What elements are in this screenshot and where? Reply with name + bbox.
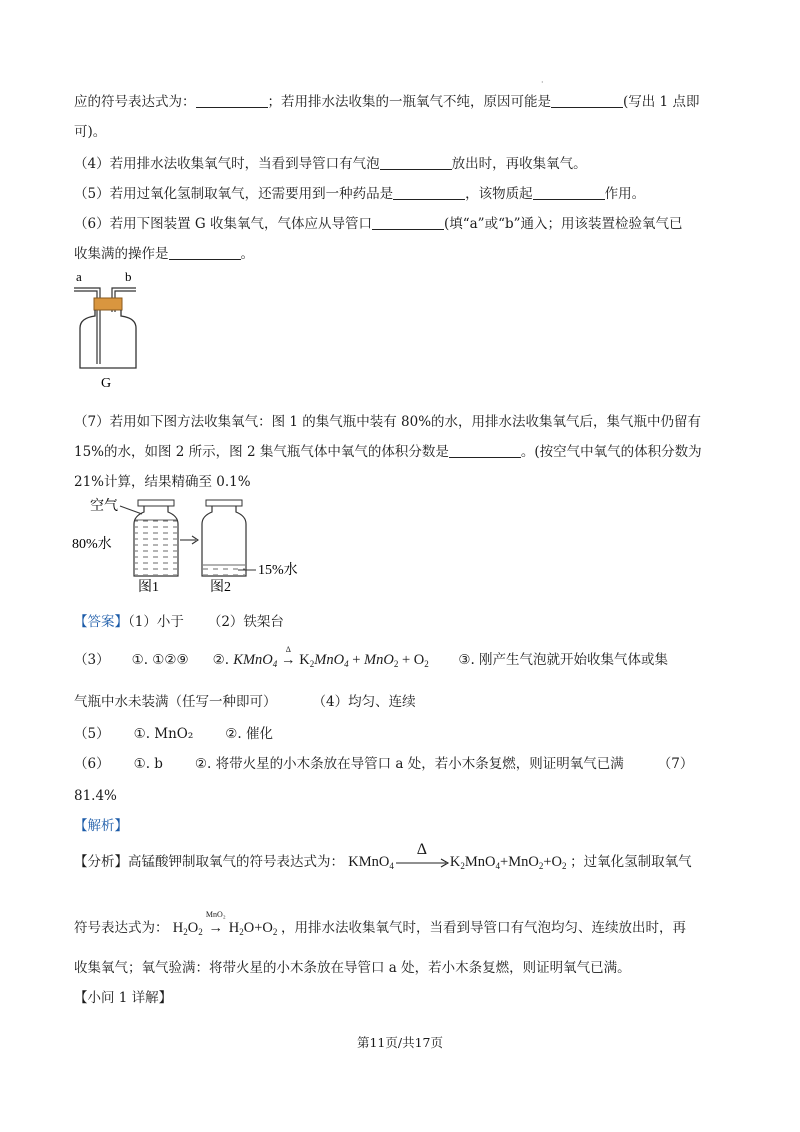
analysis-text-2b: ，用排水法收集氧气时，当看到导管口有气泡均匀、连续放出时，再 <box>281 920 687 936</box>
q3-text-c: (写出 1 点即 <box>623 94 700 110</box>
catalyst-arrow: MnO₂ → <box>205 910 226 936</box>
q6-text-l2: 收集满的操作是 <box>74 246 169 262</box>
figure-1-2-bottles <box>72 494 312 594</box>
analysis-tag-line <box>74 816 730 836</box>
top-dot: · <box>541 78 544 87</box>
q5-text-b: ，该物质起 <box>465 186 533 202</box>
tube-a-label: a <box>76 269 82 284</box>
answer-6-part-2: ②. 将带火星的小木条放在导管口 a 处，若小木条复燃，则证明氧气已满 <box>194 756 624 772</box>
tube-b-label: b <box>125 269 132 284</box>
q6-text-a: （6）若用下图装置 G 收集氧气，气体应从导管口 <box>74 216 372 232</box>
q6-text-end: 。 <box>240 246 254 262</box>
answer-3-part-1: ①. ①②⑨ <box>131 652 189 668</box>
q6-text-b: (填“a”或“b”通入；用该装置检验氧气已 <box>443 216 683 232</box>
answer-5-part-2: ②. 催化 <box>225 726 273 742</box>
answer-6-part-1: ①. b <box>133 756 163 772</box>
q6-blank-2[interactable] <box>169 245 241 260</box>
q4-blank[interactable] <box>380 155 452 170</box>
water-15-label: 15%水 <box>258 563 298 578</box>
answer-3-part-3b: 气瓶中水未装满（任写一种即可） <box>74 694 277 710</box>
answer-5-num: （5） <box>74 726 110 742</box>
question-5 <box>74 184 730 204</box>
page-footer: 第11页/共17页 <box>356 1035 444 1050</box>
analysis-equation-2: $H_2O_2$ MnO₂ → $H_2O+O_2$ <box>172 910 278 937</box>
answer-4: （4）均匀、连续 <box>312 694 416 710</box>
heat-long-arrow: Δ <box>394 858 450 868</box>
question-6-line-1 <box>74 214 730 234</box>
analysis-head: 【分析】 <box>74 854 128 870</box>
q3-line-2: 可)。 <box>74 124 107 140</box>
figure-1-caption: 图1 <box>138 580 159 594</box>
q6-blank-1[interactable] <box>372 215 444 230</box>
analysis-equation-1: KMnO$_4$ Δ $K_2MnO_4+MnO_2+O_2$ <box>348 840 567 871</box>
air-pointer <box>120 506 142 514</box>
q5-blank-2[interactable] <box>533 185 605 200</box>
q7-blank[interactable] <box>449 443 521 458</box>
sub-question-1-heading: 【小问 1 详解】 <box>74 990 173 1006</box>
q3-blank-1[interactable] <box>196 93 268 108</box>
air-label: 空气 <box>90 499 118 514</box>
analysis-line-3: 收集氧气；氧气验满：将带火星的小木条放在导管口 a 处，若小木条复燃，则证明氧气已满。 <box>74 960 631 976</box>
bottle-2-cap <box>206 500 242 506</box>
bottle-1-cap <box>138 500 174 506</box>
analysis-text-2a: 符号表达式为： <box>74 920 169 936</box>
rubber-stopper <box>94 298 122 310</box>
q4-text-b: 放出时，再收集氧气。 <box>451 156 587 172</box>
question-7-line-2 <box>74 442 730 462</box>
answer-3-equation: KMnO$_4$ Δ → $K_2MnO_4 + MnO_2 + O_2$ <box>233 645 429 669</box>
analysis-tag: 【解析】 <box>74 818 128 834</box>
figure-g-gas-bottle <box>70 268 150 393</box>
q3-blank-2[interactable] <box>551 93 623 108</box>
question-6-line-2 <box>74 244 730 264</box>
answer-line-3 <box>74 645 730 670</box>
answer-line-1 <box>74 612 730 632</box>
bottle-body <box>80 310 136 368</box>
q5-blank-1[interactable] <box>393 185 465 200</box>
analysis-line-1 <box>74 840 730 872</box>
answer-line-6 <box>74 754 730 774</box>
analysis-line-2 <box>74 910 730 938</box>
q3-text-a: 应的符号表达式为： <box>74 94 196 110</box>
q4-text-a: （4）若用排水法收集氧气时，当看到导管口有气泡 <box>74 156 380 172</box>
answer-7-num: （7） <box>657 756 694 772</box>
answer-6-num: （6） <box>74 756 110 772</box>
question-4 <box>74 154 730 174</box>
answer-2: （2）铁架台 <box>207 614 284 630</box>
answer-line-5 <box>74 724 730 744</box>
question-7-line-1: （7）若用如下图方法收集氧气：图 1 的集气瓶中装有 80%的水，用排水法收集氧气后，集气瓶中仍留有 <box>74 414 702 430</box>
analysis-text-1a: 高锰酸钾制取氧气的符号表达式为： <box>128 854 344 870</box>
answer-3-num: （3） <box>74 652 110 668</box>
q7-text-a: 15%的水，如图 2 所示，图 2 集气瓶气体中氧气的体积分数是 <box>74 444 449 460</box>
answer-5-part-1: ①. MnO₂ <box>133 726 194 742</box>
answer-3-part-2-label: ②. <box>212 652 229 668</box>
water-80-label: 80%水 <box>72 537 112 552</box>
q5-text-c: 作用。 <box>604 186 646 202</box>
question-7-line-3: 21%计算，结果精确至 0.1% <box>74 474 251 490</box>
q3-text-b: ；若用排水法收集的一瓶氧气不纯，原因可能是 <box>267 94 551 110</box>
answer-1: （1）小于 <box>128 614 184 630</box>
heat-arrow: Δ → <box>281 645 296 668</box>
q3-line-1 <box>74 92 730 112</box>
bottle-1-water <box>135 520 177 575</box>
figure-g-caption: G <box>101 376 112 391</box>
q5-text-a: （5）若用过氧化氢制取氧气，还需要用到一种药品是 <box>74 186 394 202</box>
figure-2-caption: 图2 <box>210 580 231 594</box>
answer-line-3b <box>74 692 730 712</box>
q7-text-b: 。(按空气中氧气的体积分数为 <box>520 444 702 460</box>
answer-line-7: 81.4% <box>74 788 117 804</box>
analysis-text-1b: ；过氧化氢制取氧气 <box>570 854 692 870</box>
answer-tag: 【答案】 <box>74 614 128 630</box>
answer-3-part-3: ③. 刚产生气泡就开始收集气体或集 <box>458 652 669 668</box>
